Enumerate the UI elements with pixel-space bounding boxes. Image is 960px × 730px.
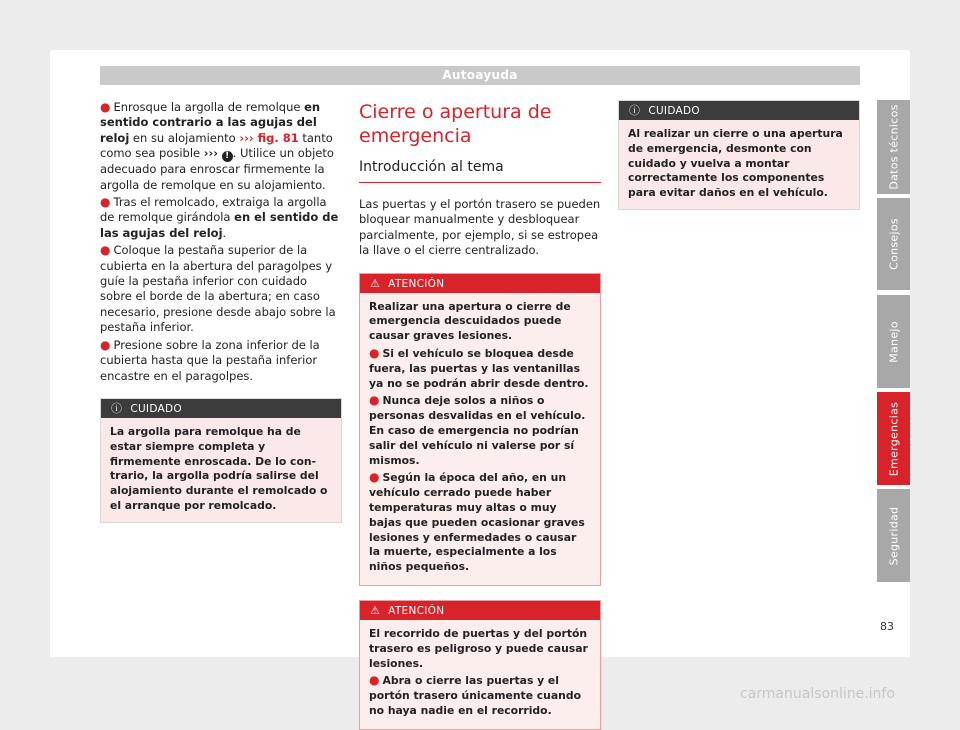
page-number: 83 [880, 620, 894, 633]
warning-triangle-icon: ⚠ [370, 276, 381, 290]
cross-ref-arrows[interactable]: ››› [239, 130, 254, 145]
info-circle-icon: ! [222, 151, 233, 162]
warning-item: ● Nunca deje solos a niños o personas desvalidas en el vehículo. En caso de emergencia no podrían salir del vehículo ni valerse por sí mismos. [369, 393, 586, 467]
bullet-icon: ● [369, 393, 380, 408]
page-header: Autoayuda [100, 66, 860, 85]
care-box-text: Al realizar un cierre o una apertura de emergencia, desmonte con cuidado y vuelva a montar correctamente los componentes para evitar daños en el vehículo. [619, 120, 859, 209]
care-box-text: La argolla para remolque ha de estar siempre completa y firmemente enroscada. De lo contrario, la argolla podría salirse del alojamiento durante el remolcado o el arranque por remolcado. [101, 418, 341, 522]
tab-datos-tecnicos[interactable]: Datos técnicos [877, 100, 910, 194]
column-middle [359, 100, 601, 730]
care-box-header: ⓘ CUIDADO [619, 101, 859, 120]
bullet-icon: ● [100, 243, 111, 258]
warning-item: ● Abra o cierre las puertas y el portón trasero únicamente cuando no haya nadie en el recorrido. [369, 673, 581, 717]
warning-item: ● Si el vehículo se bloquea desde fuera, las puertas y las ventanillas ya no se podrán abrir desde dentro. [369, 346, 589, 390]
cross-ref-arrows: ››› [203, 146, 218, 161]
column-right [618, 100, 860, 210]
section-subtitle: Introducción al tema [359, 158, 601, 183]
warning-box-header: ⚠ ATENCIÓN [360, 601, 600, 620]
bullet-icon: ● [369, 470, 380, 485]
tab-manejo[interactable]: Manejo [877, 295, 910, 388]
bullet-icon: ● [100, 100, 111, 114]
step-screw-hitch: ● Enrosque la argolla de remolque en sentido contrario a las agujas del reloj en su alojamiento ››› fig. 81 tanto como sea posible ››› ! . Utilice un objeto adecuado para enroscar firmemente la argolla de remolque en su alojamiento. [100, 100, 334, 192]
warning-item: ● Según la época del año, en un vehículo cerrado puede haber temperaturas muy altas o muy bajas que pueden ocasionar graves lesiones y enfermedades o causar la muerte, especialmente a los niños pequeños. [369, 470, 585, 574]
bullet-icon: ● [369, 673, 380, 688]
warning-box-doors [359, 600, 601, 730]
warning-lead: Realizar una apertura o cierre de emergencia descuidados puede causar graves lesiones. [369, 299, 571, 343]
tab-consejos[interactable]: Consejos [877, 198, 910, 290]
watermark: carmanualsonline.info [740, 686, 895, 702]
intro-paragraph: Las puertas y el portón trasero se pueden bloquear manualmente y desbloquear parcialmente, por ejemplo, si se estropea la llave o el cierre centralizado. [359, 197, 601, 258]
care-box-header: ⓘ CUIDADO [101, 399, 341, 418]
step-place-cover: ● Coloque la pestaña superior de la cubierta en la abertura del paragolpes y guíe la pestaña inferior con cuidado sobre el borde de la abertura; en caso necesario, presione desde abajo sobre la pestaña inferior. [100, 243, 336, 335]
figure-link[interactable]: fig. 81 [253, 130, 299, 145]
info-circle-icon: ⓘ [629, 104, 641, 117]
warning-box-emergency [359, 273, 601, 586]
step-remove-hitch: ● Tras el remolcado, extraiga la argolla de remolque girándola en el sentido de las agujas del reloj. [100, 195, 339, 240]
tab-seguridad[interactable]: Seguridad [877, 489, 910, 582]
column-left [100, 100, 342, 523]
info-circle-icon: ⓘ [111, 401, 123, 415]
step-press-cover: ● Presione sobre la zona inferior de la cubierta hasta que la pestaña inferior encastre en el paragolpes. [100, 337, 320, 383]
bullet-icon: ● [100, 195, 111, 210]
warning-triangle-icon: ⚠ [370, 603, 381, 617]
care-box-hitch [100, 398, 342, 523]
section-title: Cierre o apertura de emergencia [359, 101, 552, 147]
bullet-icon: ● [100, 337, 111, 352]
bullet-icon: ● [369, 346, 380, 361]
care-box-emergency [618, 100, 860, 210]
warning-lead: El recorrido de puertas y del portón trasero es peligroso y puede causar lesiones. [369, 626, 588, 670]
tab-emergencias[interactable]: Emergencias [877, 392, 910, 485]
warning-box-header: ⚠ ATENCIÓN [360, 274, 600, 293]
